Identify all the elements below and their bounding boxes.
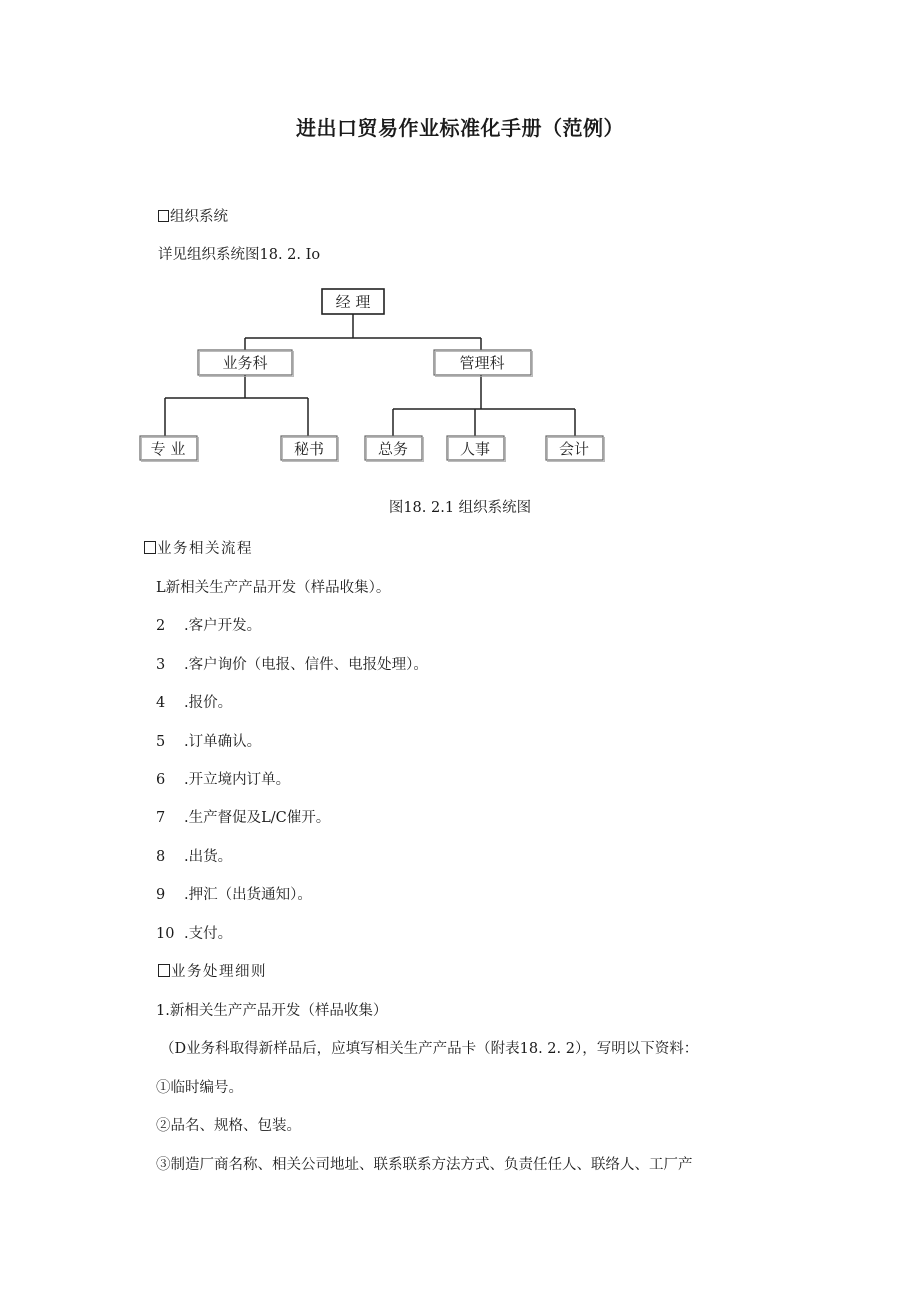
details-section-heading xyxy=(158,962,267,982)
process-step-number: 3 xyxy=(156,657,166,673)
org-node-business-dept-label: 业务科 xyxy=(222,354,268,372)
org-node-personnel xyxy=(447,436,506,462)
process-step xyxy=(156,770,290,790)
process-step-number: 7 xyxy=(156,810,166,826)
process-step-number: 2 xyxy=(156,618,166,634)
process-step-number: 9 xyxy=(156,887,166,903)
details-line: ②品名、规格、包装。 xyxy=(156,1118,301,1134)
process-step-text: .订单确认。 xyxy=(184,734,262,750)
checkbox-square-icon xyxy=(144,541,156,554)
process-step xyxy=(156,693,232,713)
process-step-number: 4 xyxy=(156,695,166,711)
process-step-text: .出货。 xyxy=(184,849,233,865)
details-line: （D业务科取得新样品后，应填写相关生产产品卡（附表18. 2. 2），写明以下资料： xyxy=(160,1041,699,1057)
process-step-text: .客户询价（电报、信件、电报处理）。 xyxy=(184,657,428,673)
org-node-general-affairs xyxy=(365,436,424,462)
process-step-text: L新相关生产产品开发（样品收集）。 xyxy=(156,580,391,596)
process-step-text: .客户开发。 xyxy=(184,618,262,634)
org-node-manager-label: 经 理 xyxy=(335,293,371,311)
process-step xyxy=(156,885,312,905)
document-title: 进出口贸易作业标准化手册（范例） xyxy=(296,116,624,140)
org-node-admin-dept xyxy=(434,350,533,377)
process-step-text: .报价。 xyxy=(184,695,233,711)
org-node-business-dept xyxy=(198,350,294,377)
process-step-text: .押汇（出货通知）。 xyxy=(184,887,312,903)
org-node-accounting-label: 会计 xyxy=(558,440,590,458)
org-node-specialty-label: 专 业 xyxy=(150,440,186,458)
process-step xyxy=(156,616,261,636)
process-step-number: 5 xyxy=(156,734,166,750)
org-chart xyxy=(0,0,920,480)
process-step xyxy=(156,732,261,752)
process-step xyxy=(156,578,390,598)
process-step xyxy=(156,924,232,944)
org-node-general-affairs-label: 总务 xyxy=(377,440,409,458)
process-step xyxy=(156,847,232,867)
process-step-number: 6 xyxy=(156,772,166,788)
details-line: ③制造厂商名称、相关公司地址、联系联系方法方式、负责任任人、联络人、工厂产 xyxy=(156,1157,693,1173)
org-chart-caption: 图18. 2.1 组织系统图 xyxy=(388,500,532,516)
org-node-manager xyxy=(322,289,384,314)
org-node-admin-dept-label: 管理科 xyxy=(459,354,505,372)
org-node-specialty xyxy=(140,436,199,462)
details-line: 1.新相关生产产品开发（样品收集） xyxy=(156,1003,388,1019)
process-step-text: .支付。 xyxy=(184,926,233,942)
process-step xyxy=(156,808,330,828)
process-step-text: .生产督促及L/C催开。 xyxy=(184,810,331,826)
process-step-number: 10 xyxy=(156,926,175,942)
org-node-secretary xyxy=(281,436,339,462)
process-step-number: 8 xyxy=(156,849,166,865)
org-section-heading-text: 组织系统 xyxy=(170,209,228,225)
org-node-personnel-label: 人事 xyxy=(459,440,491,458)
process-step xyxy=(156,655,428,675)
org-node-secretary-label: 秘书 xyxy=(293,440,325,458)
org-intro: 详见组织系统图18. 2. Io xyxy=(158,247,321,263)
checkbox-square-icon xyxy=(158,964,170,977)
org-node-accounting xyxy=(546,436,605,462)
details-section-heading-text: 业务处理细则 xyxy=(171,964,267,980)
details-line: ①临时编号。 xyxy=(156,1080,243,1096)
process-section-heading-text: 业务相关流程 xyxy=(157,541,253,557)
process-step-text: .开立境内订单。 xyxy=(184,772,291,788)
process-section-heading xyxy=(144,539,253,559)
